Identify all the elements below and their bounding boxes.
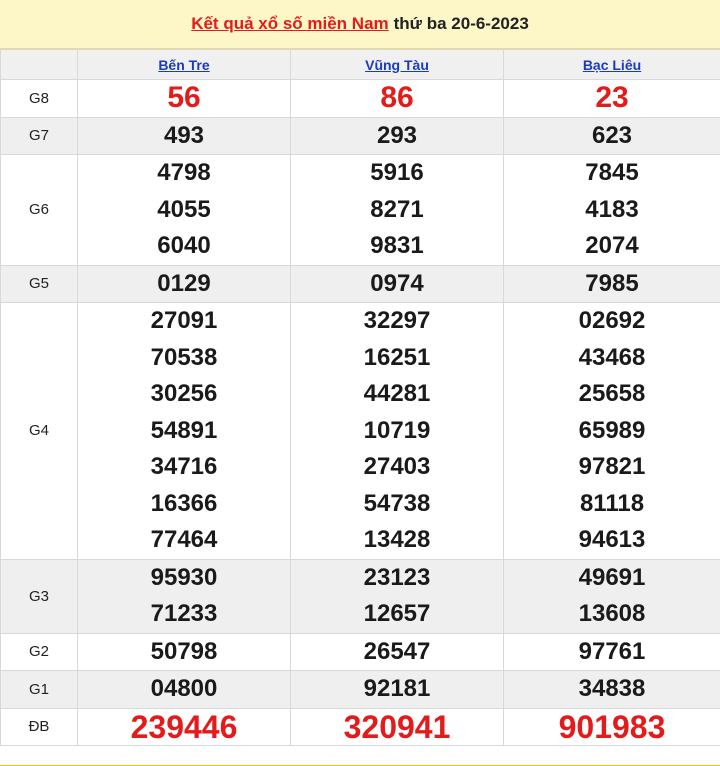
prize-number: 293	[376, 121, 418, 149]
prize-label: G5	[1, 265, 78, 303]
prize-row-g1	[1, 671, 720, 709]
prize-number: 16366	[150, 489, 218, 517]
prize-cell	[504, 559, 720, 633]
prize-number: 70538	[150, 343, 218, 371]
prize-cell	[78, 80, 291, 118]
prize-row-g2	[1, 633, 720, 671]
prize-number: 27091	[150, 307, 218, 334]
prize-number: 4183	[585, 195, 639, 223]
prize-row-g8	[1, 80, 720, 118]
prize-number: 32297	[363, 307, 431, 334]
prize-cell	[78, 303, 291, 560]
prize-cell	[504, 265, 720, 303]
prize-cell	[291, 559, 504, 633]
prize-number: 239446	[130, 708, 238, 745]
prize-number: 34716	[150, 453, 218, 480]
prize-number: 81118	[579, 489, 645, 517]
prize-cell	[291, 80, 504, 118]
prize-cell	[291, 155, 504, 266]
prize-label: G4	[1, 303, 78, 560]
prize-number: 86	[380, 81, 414, 114]
prize-cell	[291, 633, 504, 671]
prize-number: 23	[595, 81, 629, 114]
prize-cell	[78, 671, 291, 709]
prize-number: 44281	[363, 380, 431, 407]
prize-cell	[504, 671, 720, 709]
province-link-ben-tre[interactable]: Bến Tre	[158, 56, 210, 73]
results-title-link[interactable]: Kết quả xổ số miền Nam	[191, 14, 389, 33]
prize-label: G3	[1, 559, 78, 633]
prize-cell	[504, 155, 720, 266]
prize-number: 2074	[585, 232, 639, 259]
results-date: thứ ba 20-6-2023	[393, 14, 529, 33]
prize-number: 27403	[363, 453, 431, 480]
prize-number: 8271	[370, 195, 424, 223]
prize-number: 54891	[150, 416, 218, 444]
prize-number: 623	[591, 121, 633, 149]
prize-cell	[291, 708, 504, 746]
prize-cell	[78, 708, 291, 746]
prize-row-db	[1, 708, 720, 746]
prize-label: G2	[1, 633, 78, 671]
results-table	[0, 49, 720, 746]
prize-number: 16251	[363, 343, 431, 371]
prize-row-g4	[1, 303, 720, 560]
prize-cell	[291, 265, 504, 303]
province-header	[78, 50, 291, 80]
prize-number: 12657	[363, 600, 431, 627]
prize-number: 7985	[585, 269, 639, 297]
prize-number: 56	[167, 81, 201, 114]
prize-number: 34838	[578, 675, 646, 702]
prize-number: 43468	[578, 343, 646, 371]
prize-cell	[504, 708, 720, 746]
prize-row-g3	[1, 559, 720, 633]
prize-number: 77464	[150, 526, 218, 553]
prize-number: 493	[163, 121, 205, 149]
prize-number: 9831	[370, 232, 424, 259]
prize-number: 13608	[578, 600, 646, 627]
prize-number: 0974	[370, 269, 424, 297]
prize-cell	[78, 265, 291, 303]
prize-number: 320941	[343, 708, 451, 745]
prize-body	[1, 80, 720, 746]
prize-cell	[78, 117, 291, 155]
province-header	[504, 50, 720, 80]
prize-number: 26547	[363, 637, 431, 665]
prize-number: 71233	[150, 600, 218, 627]
prize-number: 0129	[157, 269, 211, 297]
prize-number: 23123	[363, 563, 431, 591]
prize-cell	[291, 303, 504, 560]
prize-label: G6	[1, 155, 78, 266]
province-header	[291, 50, 504, 80]
prize-number: 13428	[363, 526, 431, 553]
prize-row-g7	[1, 117, 720, 155]
prize-number: 04800	[150, 675, 218, 702]
prize-number: 4798	[157, 159, 211, 186]
prize-cell	[78, 633, 291, 671]
prize-row-g6	[1, 155, 720, 266]
prize-number: 50798	[150, 637, 218, 665]
prize-number: 30256	[150, 380, 218, 407]
prize-number: 49691	[578, 563, 646, 591]
prize-number: 54738	[363, 489, 431, 517]
prize-number: 6040	[157, 232, 211, 259]
prize-label: G8	[1, 80, 78, 118]
prize-cell	[291, 117, 504, 155]
prize-cell	[78, 155, 291, 266]
prize-cell	[504, 633, 720, 671]
prize-number: 5916	[370, 159, 424, 186]
prize-number: 97761	[578, 637, 646, 665]
prize-number: 02692	[578, 307, 646, 334]
prize-cell	[504, 303, 720, 560]
prize-number: 97821	[578, 453, 646, 480]
prize-number: 65989	[578, 416, 646, 444]
prize-cell	[78, 559, 291, 633]
prize-label: G1	[1, 671, 78, 709]
prize-cell	[291, 671, 504, 709]
prize-label: G7	[1, 117, 78, 155]
corner-cell	[1, 50, 78, 80]
prize-row-g5	[1, 265, 720, 303]
prize-cell	[504, 80, 720, 118]
province-link-bac-lieu[interactable]: Bạc Liêu	[582, 56, 642, 73]
prize-number: 7845	[585, 159, 639, 186]
prize-number: 92181	[363, 675, 431, 702]
results-header	[0, 0, 720, 49]
prize-number: 4055	[157, 195, 211, 223]
prize-number: 10719	[363, 416, 431, 444]
prize-number: 25658	[578, 380, 646, 407]
prize-number: 901983	[558, 708, 666, 745]
prize-label: ĐB	[1, 708, 78, 746]
prize-number: 95930	[150, 563, 218, 591]
prize-number: 94613	[578, 526, 646, 553]
province-link-vung-tau[interactable]: Vũng Tàu	[365, 56, 429, 73]
prize-cell	[504, 117, 720, 155]
province-header-row	[1, 50, 720, 80]
